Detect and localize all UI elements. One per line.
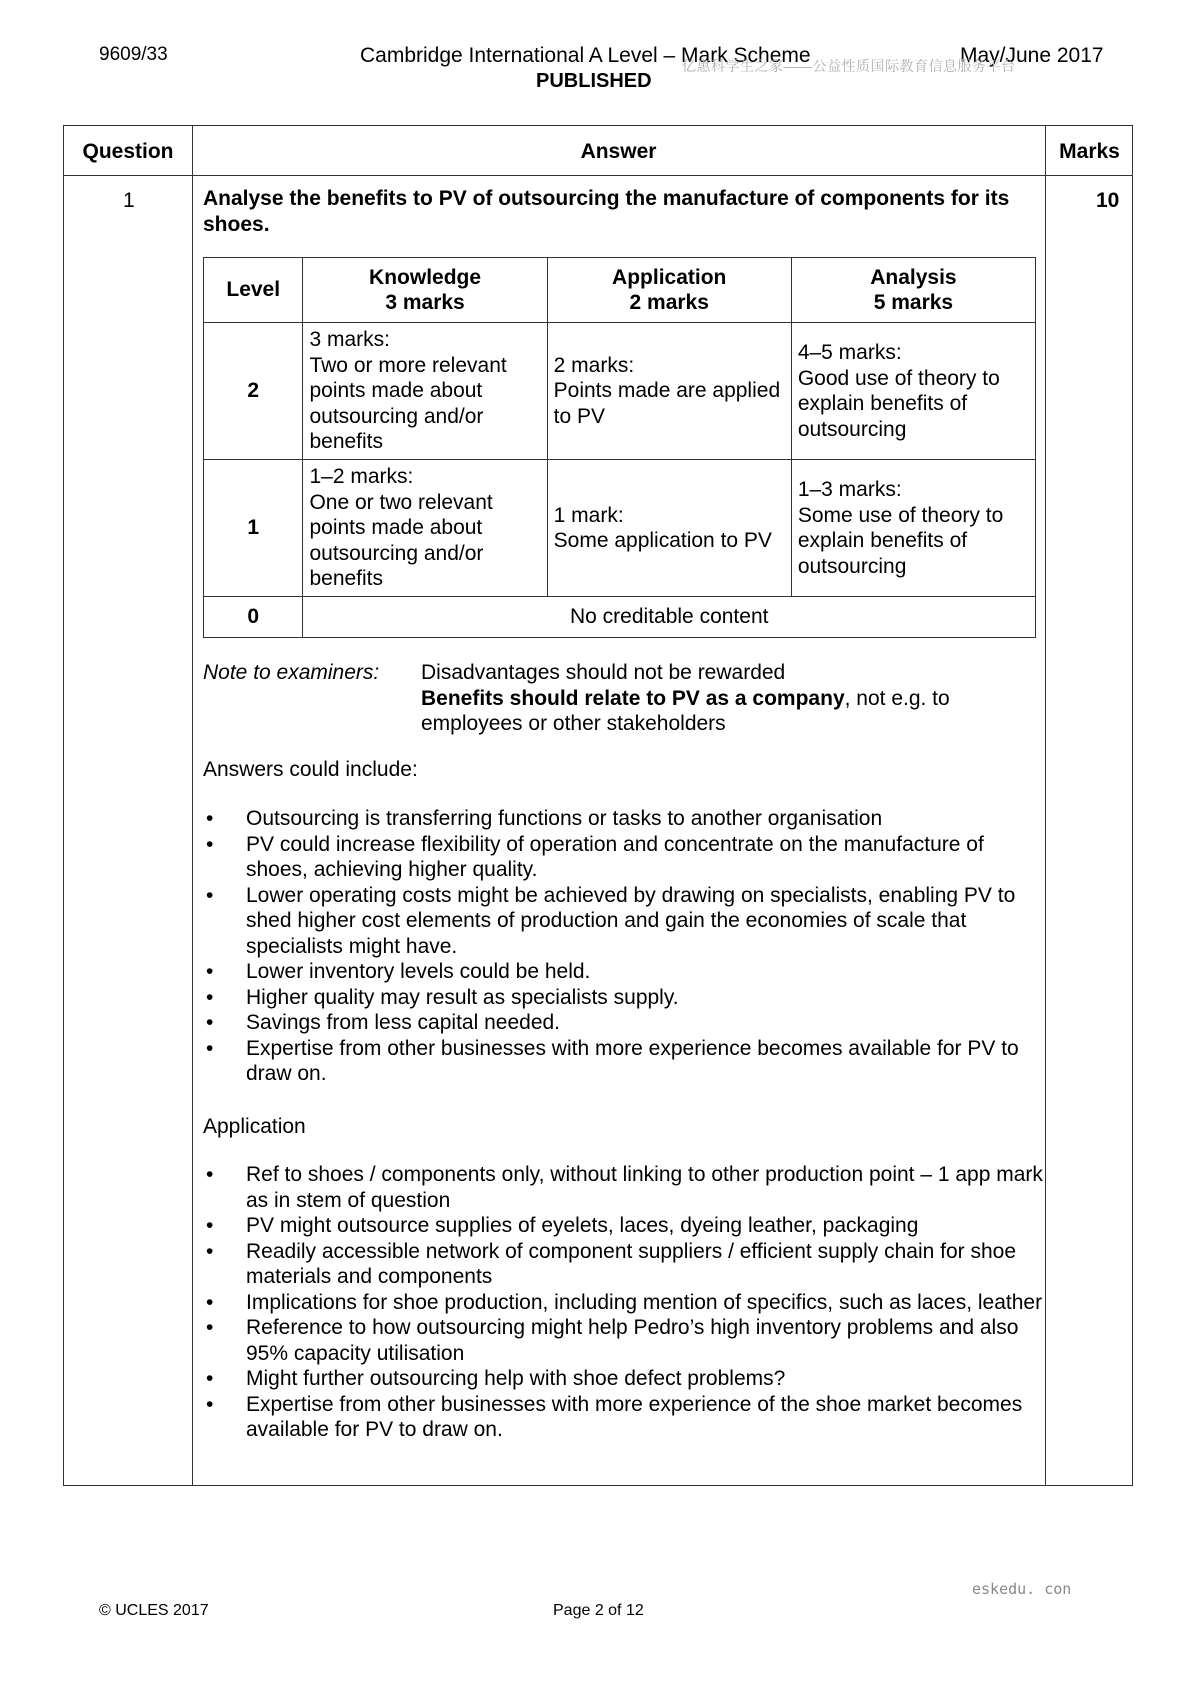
question-number: 1 [123, 189, 135, 212]
cell-marks: 1 mark: [553, 503, 624, 527]
list-item-text: Ref to shoes / components only, without linking to other production point – 1 app mark as in stem of question [246, 1163, 1043, 1212]
application-list [203, 1162, 1043, 1443]
site-watermark: eskedu. con [972, 1580, 1072, 1598]
cell-text: Good use of theory to explain benefits of outsourcing [797, 366, 1000, 441]
list-item: • Lower inventory levels could be held. [206, 960, 591, 983]
list-item: • Reference to how outsourcing might help Pedro’s high inventory problems and also 95% capacity utilisation [206, 1316, 1019, 1365]
list-item-text: Higher quality may result as specialists supply. [246, 985, 679, 1009]
cell-marks: 2 marks: [553, 353, 635, 377]
list-item: • Expertise from other businesses with more experience of the shoe market becomes available for PV to draw on. [206, 1392, 1023, 1441]
cell-marks: 3 marks: [309, 328, 390, 352]
list-item-text: Might further outsourcing help with shoe defect problems? [246, 1367, 786, 1390]
level-number: 0 [204, 597, 303, 638]
level-row [204, 323, 1036, 460]
question-text-block [203, 186, 1033, 237]
analysis-cell [791, 460, 1035, 597]
cell-marks: 1–3 marks: [797, 478, 902, 501]
list-item-text: Readily accessible network of component suppliers / efficient supply chain for shoe materials and components [246, 1239, 1017, 1288]
list-item: • Might further outsourcing help with shoe defect problems? [206, 1367, 786, 1390]
knowledge-cell [303, 323, 547, 460]
level-number: 1 [204, 460, 303, 597]
exam-session: May/June 2017 [960, 44, 1104, 67]
list-item-text: PV could increase flexibility of operation and concentrate on the manufacture of shoes, achieving higher quality. [246, 832, 984, 881]
page-number: Page 2 of 12 [553, 1602, 644, 1619]
note-body [421, 660, 1041, 737]
list-item-text: Lower inventory levels could be held. [246, 960, 591, 983]
copyright: © UCLES 2017 [99, 1602, 209, 1619]
levels-table [203, 257, 1036, 638]
column-header-marks: Marks [1059, 140, 1120, 163]
answers-intro: Answers could include: [203, 758, 418, 781]
cell-text: Two or more relevant points made about outsourcing and/or benefits [309, 353, 507, 454]
cell-text: Some use of theory to explain benefits of outsourcing [797, 503, 1004, 578]
note-emphasis: Benefits should relate to PV as a company [421, 686, 845, 710]
list-item-text: PV might outsource supplies of eyelets, laces, dyeing leather, packaging [246, 1214, 919, 1237]
question-marks: 10 [1096, 189, 1120, 212]
list-item: • Ref to shoes / components only, without linking to other production point – 1 app mark as in stem of question [206, 1163, 1043, 1212]
answers-list [203, 806, 1043, 1087]
cell-text: Points made are applied to PV [553, 379, 781, 428]
list-item-text: Savings from less capital needed. [246, 1011, 561, 1034]
knowledge-title: Knowledge [369, 265, 482, 289]
application-header [547, 258, 791, 323]
levels-header-row [204, 258, 1036, 323]
application-heading: Application [203, 1115, 306, 1138]
knowledge-marks: 3 marks [385, 291, 465, 314]
list-item-text: Implications for shoe production, including mention of specifics, such as laces, leather [246, 1290, 1043, 1314]
application-cell [547, 323, 791, 460]
list-item: • Readily accessible network of component suppliers / efficient supply chain for shoe materials and components [206, 1239, 1017, 1288]
knowledge-header [303, 258, 547, 323]
level-header: Level [204, 258, 303, 323]
cell-marks: 4–5 marks: [797, 341, 902, 364]
note-line: Disadvantages should not be rewarded [421, 661, 786, 684]
list-item-text: Reference to how outsourcing might help Pedro’s high inventory problems and also 95% capacity utilisation [246, 1316, 1019, 1365]
cell-marks: 1–2 marks: [309, 465, 414, 489]
watermark: 亿惠科学生之家——公益性质国际教育信息服务平台 [682, 58, 1016, 74]
level-number: 2 [204, 323, 303, 460]
note-label: Note to examiners: [203, 661, 380, 684]
application-marks: 2 marks [629, 291, 709, 314]
list-item: • Savings from less capital needed. [206, 1011, 561, 1034]
list-item: • Outsourcing is transferring functions or tasks to another organisation [206, 807, 883, 830]
application-cell [547, 460, 791, 597]
list-item-text: Expertise from other businesses with more experience becomes available for PV to draw on. [246, 1036, 1019, 1085]
published-label: PUBLISHED [536, 70, 652, 92]
cell-text: One or two relevant points made about outsourcing and/or benefits [309, 490, 493, 591]
list-item: • Higher quality may result as specialists supply. [206, 985, 679, 1009]
no-credit-cell: No creditable content [303, 597, 1036, 638]
application-title: Application [612, 265, 727, 289]
list-item-text: Lower operating costs might be achieved by drawing on specialists, enabling PV to shed higher cost elements of production and gain the economies of scale that specialists might have. [246, 883, 1016, 958]
list-item: • Implications for shoe production, including mention of specifics, such as laces, leather [206, 1290, 1043, 1314]
level-row [204, 460, 1036, 597]
list-item: • PV might outsource supplies of eyelets, laces, dyeing leather, packaging [206, 1214, 919, 1237]
paper-code: 9609/33 [99, 44, 168, 65]
list-item: • Expertise from other businesses with more experience becomes available for PV to draw on. [206, 1036, 1019, 1085]
list-item-text: Outsourcing is transferring functions or tasks to another organisation [246, 807, 883, 830]
question-text: Analyse the benefits to PV of outsourcing the manufacture of components for its shoes. [203, 187, 1010, 236]
column-header-answer: Answer [580, 140, 657, 163]
list-item-text: Expertise from other businesses with more experience of the shoe market becomes available for PV to draw on. [246, 1392, 1023, 1441]
cell-text: Some application to PV [553, 529, 772, 552]
document-title: Cambridge International A Level – Mark Scheme [360, 44, 811, 67]
list-item: • Lower operating costs might be achieved by drawing on specialists, enabling PV to shed higher cost elements of production and gain the economies of scale that specialists might have. [206, 883, 1016, 958]
column-header-question: Question [82, 140, 174, 163]
analysis-cell [791, 323, 1035, 460]
note-rest: , not e.g. to employees or other stakeholders [421, 686, 950, 735]
list-item: • PV could increase flexibility of operation and concentrate on the manufacture of shoes, achieving higher quality. [206, 832, 984, 881]
analysis-title: Analysis [870, 265, 957, 289]
note-line [421, 686, 1041, 737]
knowledge-cell [303, 460, 547, 597]
analysis-header [791, 258, 1035, 323]
level-row-zero [204, 597, 1036, 638]
analysis-marks: 5 marks [873, 291, 954, 314]
